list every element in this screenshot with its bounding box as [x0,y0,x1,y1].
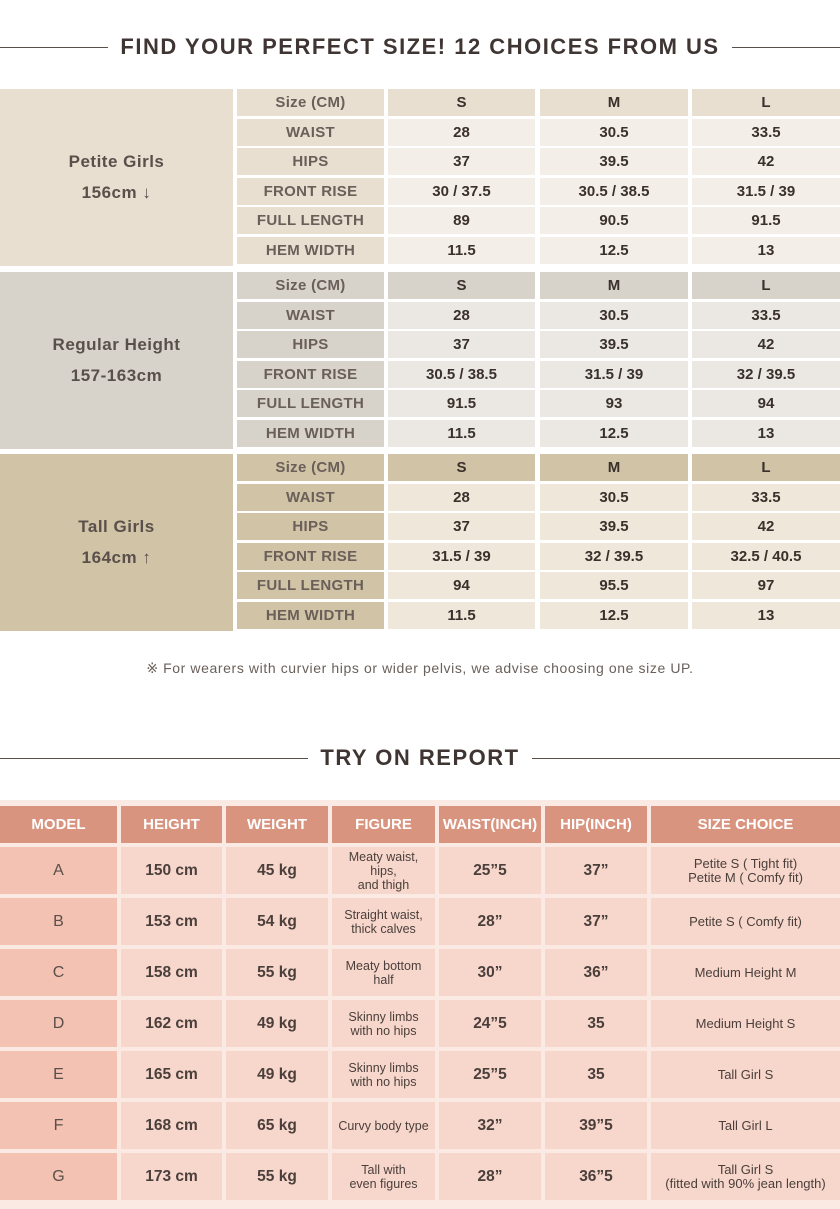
cell-choice: Medium Height S [651,1000,840,1047]
cell-height: 153 cm [121,898,222,945]
measure-value-l: 13 [692,420,840,447]
size-chart-heading [0,34,840,60]
measure-label: WAIST [237,302,384,329]
measure-value-l: 91.5 [692,207,840,234]
try-on-table-header [0,806,840,843]
size-header-m: M [540,272,688,299]
table-row [0,1102,840,1149]
measure-value-s: 37 [388,148,535,175]
measure-row [0,148,840,175]
column-header-hip: HIP(INCH) [545,806,647,843]
cell-weight: 54 kg [226,898,328,945]
table-row [0,847,840,894]
size-group-regular [0,272,840,449]
group-name: Petite Girls [68,152,165,171]
measure-value-l: 13 [692,602,840,629]
cell-figure: Skinny limbs with no hips [332,1051,435,1098]
cell-model: F [0,1102,117,1149]
size-header-row [0,89,840,116]
measure-label: FRONT RISE [237,178,384,205]
size-header-row [0,454,840,481]
cell-hip: 39”5 [545,1102,647,1149]
measure-value-m: 30.5 / 38.5 [540,178,688,205]
column-header-height: HEIGHT [121,806,222,843]
size-header-l: L [692,454,840,481]
measure-value-s: 28 [388,119,535,146]
size-header-label: Size (CM) [237,89,384,116]
cell-hip: 37” [545,898,647,945]
cell-model: A [0,847,117,894]
size-chart-title: FIND YOUR PERFECT SIZE! 12 CHOICES FROM US [120,34,720,59]
cell-figure: Meaty waist, hips, and thigh [332,847,435,894]
heading-rule-right [532,758,840,759]
measure-value-m: 93 [540,390,688,417]
measure-value-l: 94 [692,390,840,417]
measure-label: WAIST [237,484,384,511]
measure-row [0,361,840,388]
measure-row [0,572,840,599]
try-on-heading [0,745,840,771]
measure-label: HIPS [237,148,384,175]
cell-choice: Tall Girl S (fitted with 90% jean length) [651,1153,840,1200]
measure-value-s: 31.5 / 39 [388,543,535,570]
measure-value-s: 37 [388,513,535,540]
cell-figure: Skinny limbs with no hips [332,1000,435,1047]
measure-value-s: 37 [388,331,535,358]
measure-value-m: 31.5 / 39 [540,361,688,388]
cell-figure: Straight waist, thick calves [332,898,435,945]
measure-value-s: 94 [388,572,535,599]
size-header-s: S [388,89,535,116]
size-group-petite [0,89,840,266]
cell-waist: 25”5 [439,847,541,894]
cell-waist: 30” [439,949,541,996]
measure-label: FRONT RISE [237,543,384,570]
measure-value-l: 97 [692,572,840,599]
measure-label: HIPS [237,513,384,540]
measure-value-l: 42 [692,331,840,358]
measure-value-m: 39.5 [540,148,688,175]
measure-value-s: 91.5 [388,390,535,417]
cell-hip: 36” [545,949,647,996]
column-header-weight: WEIGHT [226,806,328,843]
measure-label: HEM WIDTH [237,602,384,629]
measure-value-s: 11.5 [388,237,535,264]
column-header-model: MODEL [0,806,117,843]
measure-value-s: 30 / 37.5 [388,178,535,205]
cell-weight: 49 kg [226,1051,328,1098]
cell-choice: Petite S ( Comfy fit) [651,898,840,945]
cell-model: D [0,1000,117,1047]
cell-choice: Medium Height M [651,949,840,996]
measure-value-l: 33.5 [692,119,840,146]
group-name: Tall Girls [78,517,155,536]
table-row [0,1153,840,1200]
cell-height: 158 cm [121,949,222,996]
size-header-l: L [692,272,840,299]
column-header-waist: WAIST(INCH) [439,806,541,843]
measure-value-m: 30.5 [540,119,688,146]
measure-row [0,119,840,146]
measure-label: HEM WIDTH [237,420,384,447]
cell-waist: 28” [439,898,541,945]
size-header-label: Size (CM) [237,454,384,481]
measure-value-m: 32 / 39.5 [540,543,688,570]
measure-row [0,390,840,417]
measure-label: WAIST [237,119,384,146]
heading-rule-left [0,47,108,48]
cell-hip: 35 [545,1000,647,1047]
measure-value-l: 32.5 / 40.5 [692,543,840,570]
size-header-s: S [388,454,535,481]
size-advice-note: ※ For wearers with curvier hips or wider pelvis, we advise choosing one size UP. [146,660,694,676]
measure-row [0,420,840,447]
heading-rule-right [732,47,840,48]
cell-waist: 32” [439,1102,541,1149]
size-header-s: S [388,272,535,299]
measure-value-m: 95.5 [540,572,688,599]
size-header-row [0,272,840,299]
cell-weight: 55 kg [226,1153,328,1200]
cell-figure: Tall with even figures [332,1153,435,1200]
measure-value-l: 31.5 / 39 [692,178,840,205]
cell-height: 173 cm [121,1153,222,1200]
size-header-l: L [692,89,840,116]
measure-value-m: 90.5 [540,207,688,234]
measure-value-l: 42 [692,148,840,175]
measure-label: FULL LENGTH [237,207,384,234]
measure-value-l: 33.5 [692,302,840,329]
measure-row [0,331,840,358]
measure-row [0,302,840,329]
table-row [0,1051,840,1098]
size-header-m: M [540,454,688,481]
measure-value-m: 12.5 [540,420,688,447]
size-group-tall [0,454,840,631]
measure-value-s: 28 [388,302,535,329]
measure-label: FRONT RISE [237,361,384,388]
cell-model: B [0,898,117,945]
group-name: Regular Height [52,335,181,354]
cell-waist: 24”5 [439,1000,541,1047]
cell-height: 168 cm [121,1102,222,1149]
column-header-choice: SIZE CHOICE [651,806,840,843]
table-row [0,898,840,945]
group-height-range: 164cm ↑ [81,548,152,567]
measure-row [0,543,840,570]
cell-height: 150 cm [121,847,222,894]
measure-value-l: 42 [692,513,840,540]
measure-value-m: 30.5 [540,484,688,511]
group-height-range: 157-163cm [70,366,163,385]
heading-rule-left [0,758,308,759]
measure-value-s: 89 [388,207,535,234]
try-on-title: TRY ON REPORT [320,745,520,770]
cell-figure: Curvy body type [332,1102,435,1149]
column-header-figure: FIGURE [332,806,435,843]
size-header-label: Size (CM) [237,272,384,299]
cell-weight: 65 kg [226,1102,328,1149]
measure-row [0,178,840,205]
cell-choice: Tall Girl L [651,1102,840,1149]
cell-hip: 35 [545,1051,647,1098]
measure-value-s: 11.5 [388,420,535,447]
cell-weight: 49 kg [226,1000,328,1047]
measure-value-s: 28 [388,484,535,511]
cell-model: E [0,1051,117,1098]
cell-choice: Petite S ( Tight fit) Petite M ( Comfy fit) [651,847,840,894]
measure-label: HEM WIDTH [237,237,384,264]
measure-row [0,602,840,629]
cell-weight: 55 kg [226,949,328,996]
measure-row [0,513,840,540]
table-row [0,949,840,996]
measure-value-l: 32 / 39.5 [692,361,840,388]
cell-choice: Tall Girl S [651,1051,840,1098]
measure-value-m: 12.5 [540,237,688,264]
cell-weight: 45 kg [226,847,328,894]
measure-row [0,484,840,511]
cell-figure: Meaty bottom half [332,949,435,996]
size-header-m: M [540,89,688,116]
group-height-range: 156cm ↓ [81,183,152,202]
measure-row [0,237,840,264]
measure-value-m: 12.5 [540,602,688,629]
measure-label: FULL LENGTH [237,390,384,417]
cell-hip: 36”5 [545,1153,647,1200]
cell-height: 165 cm [121,1051,222,1098]
cell-hip: 37” [545,847,647,894]
measure-value-s: 11.5 [388,602,535,629]
measure-value-l: 33.5 [692,484,840,511]
measure-label: HIPS [237,331,384,358]
table-row [0,1000,840,1047]
cell-waist: 25”5 [439,1051,541,1098]
measure-label: FULL LENGTH [237,572,384,599]
cell-model: C [0,949,117,996]
measure-value-s: 30.5 / 38.5 [388,361,535,388]
cell-waist: 28” [439,1153,541,1200]
measure-value-m: 39.5 [540,513,688,540]
cell-height: 162 cm [121,1000,222,1047]
measure-value-l: 13 [692,237,840,264]
measure-value-m: 39.5 [540,331,688,358]
cell-model: G [0,1153,117,1200]
measure-row [0,207,840,234]
measure-value-m: 30.5 [540,302,688,329]
